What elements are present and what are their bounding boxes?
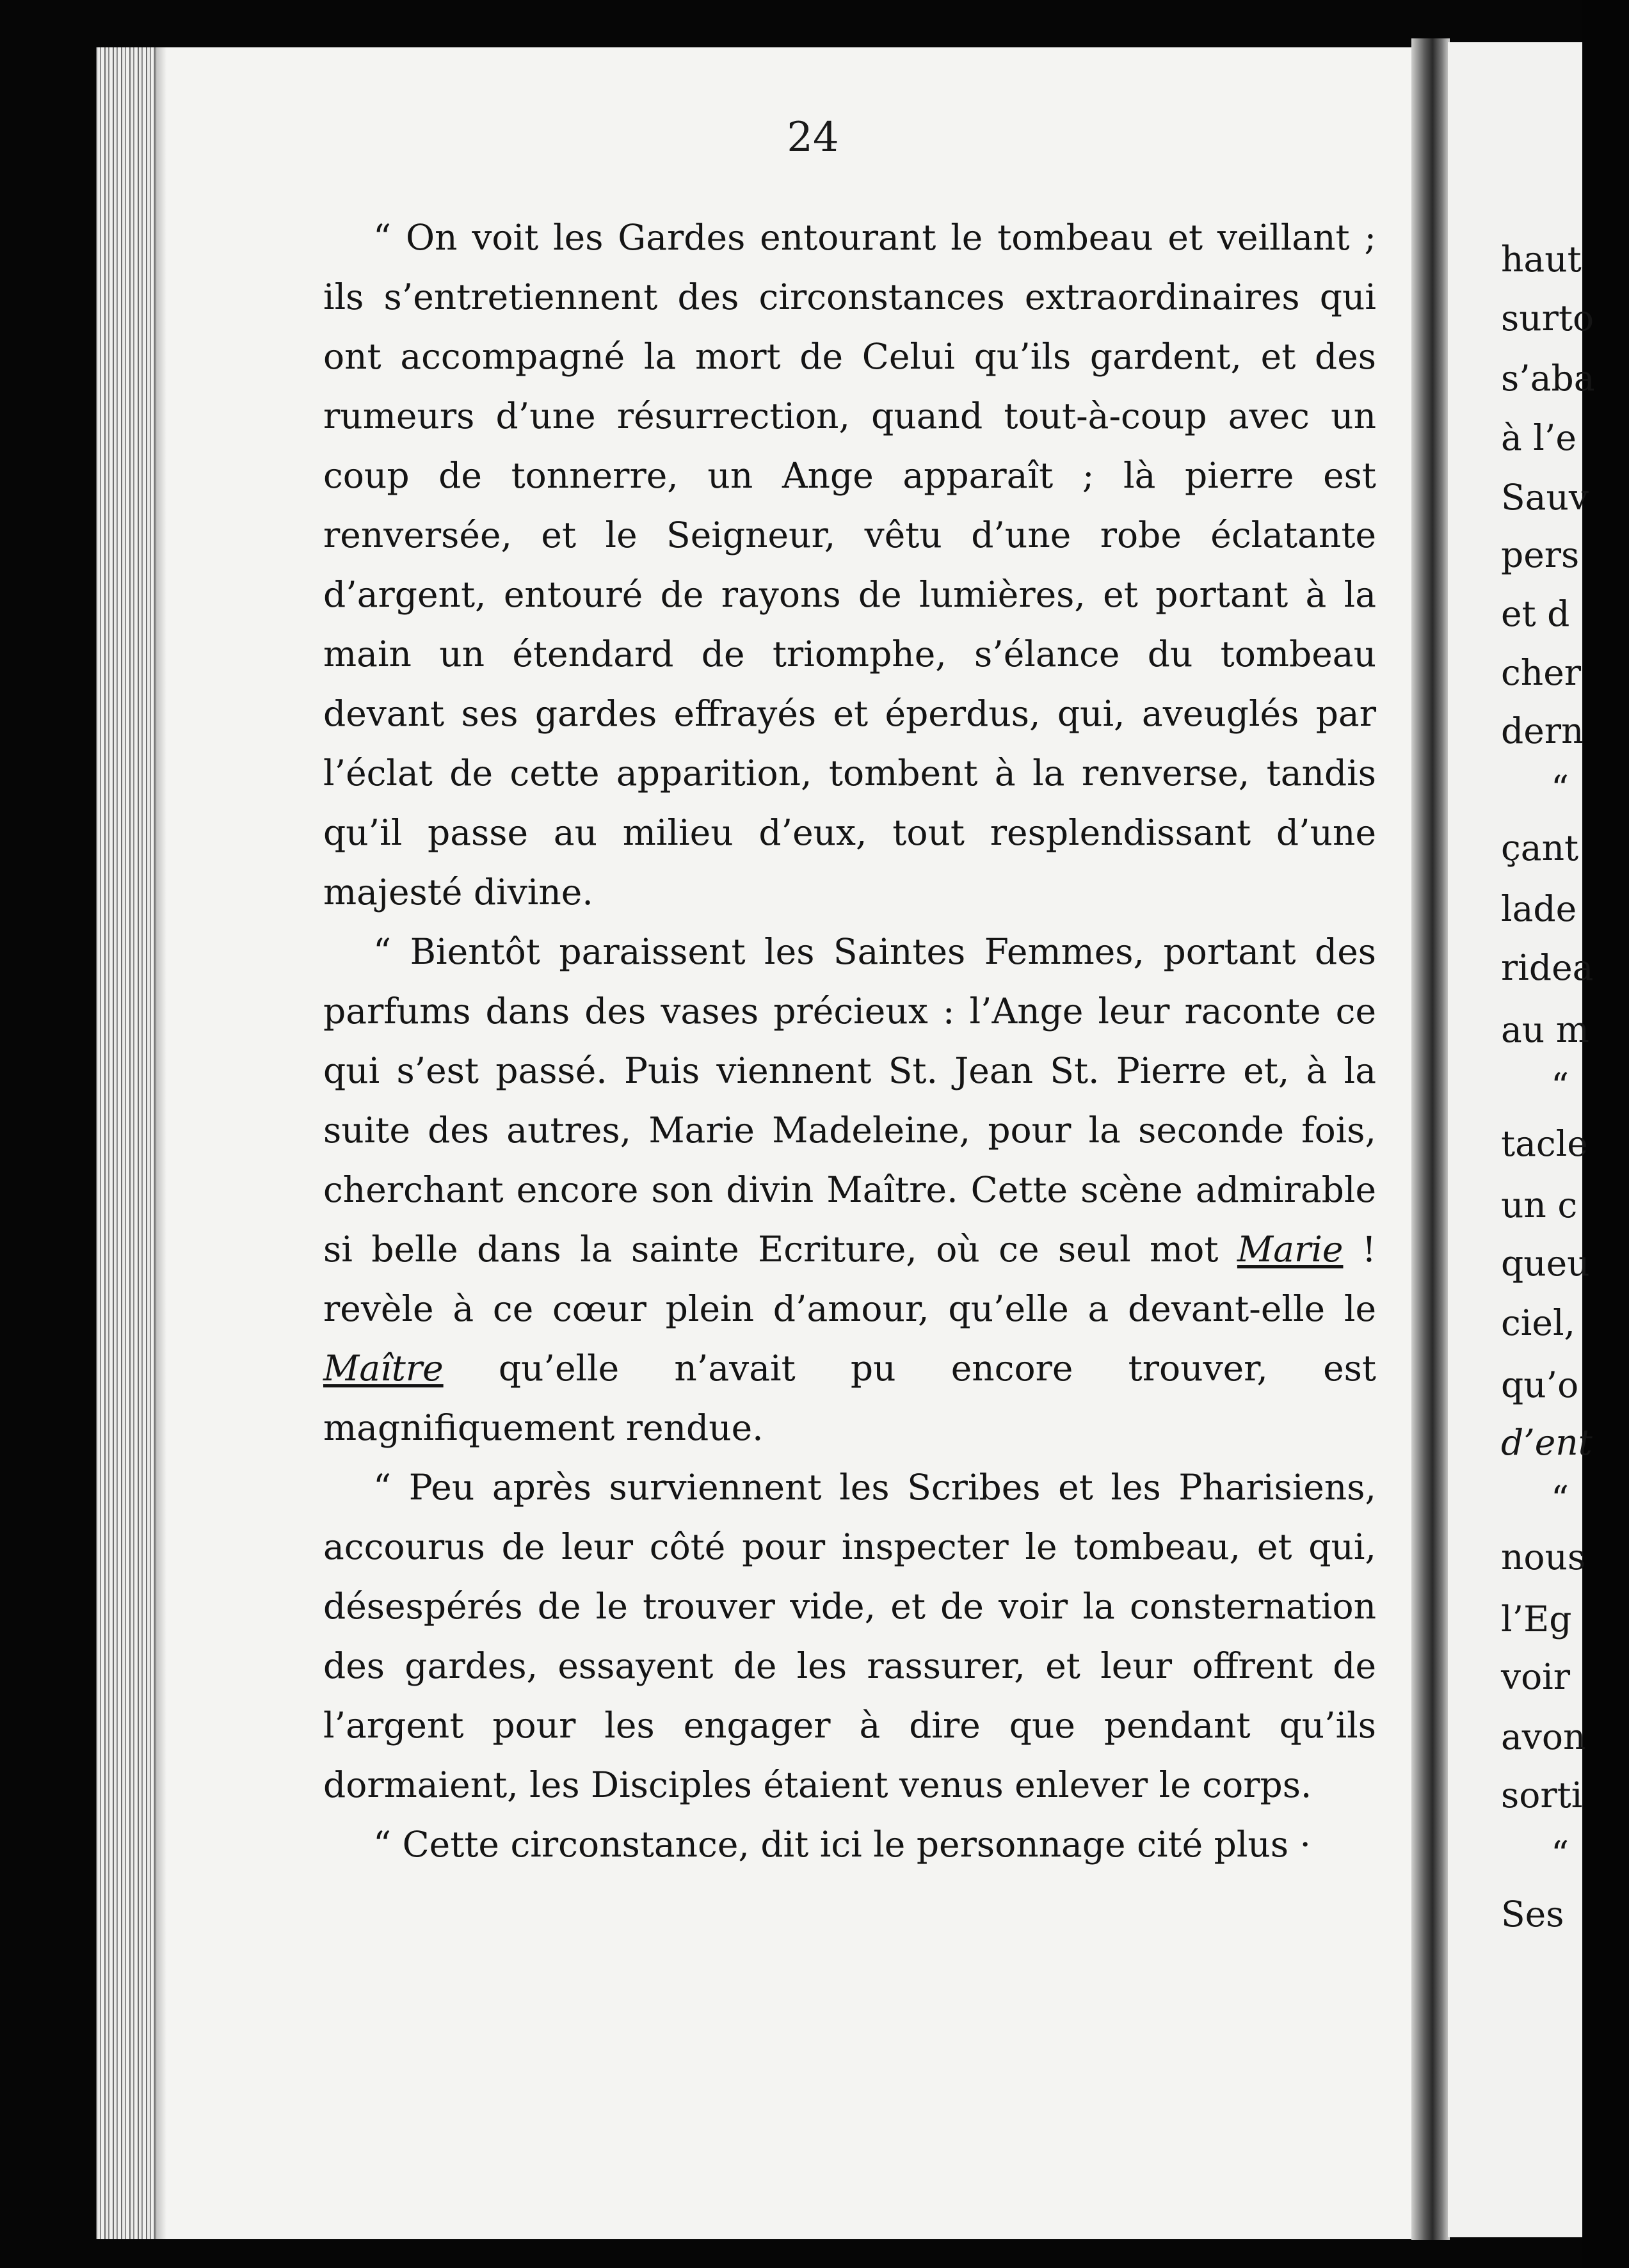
- emphasized-word: Marie: [1237, 1229, 1344, 1270]
- facing-page-line: voir: [1501, 1656, 1571, 1697]
- paragraph-text: ! revèle à ce cœur plein d’amour, qu’elle a devant-elle le: [323, 1229, 1376, 1329]
- facing-page-line: lade: [1501, 888, 1577, 929]
- page-number: 24: [787, 114, 839, 161]
- facing-page-line: d’ent: [1501, 1422, 1593, 1463]
- facing-page-line: Sauv: [1501, 477, 1589, 518]
- facing-page-line: avon: [1501, 1716, 1586, 1757]
- facing-page-line: au m: [1501, 1009, 1589, 1050]
- facing-page-line: tacle: [1501, 1123, 1588, 1164]
- emphasized-word: Maître: [323, 1348, 444, 1389]
- page-edges: [96, 47, 157, 2239]
- facing-page-line: “: [1551, 1833, 1569, 1874]
- facing-page-line: Ses: [1501, 1894, 1564, 1935]
- facing-page-line: l’Eg: [1501, 1599, 1572, 1640]
- facing-page-line: pers: [1501, 534, 1580, 575]
- facing-page-line: “: [1551, 1478, 1569, 1519]
- paragraph-text: qu’elle n’avait pu encore trouver, est magnifiquement rendue.: [323, 1348, 1376, 1448]
- facing-page-line: nous: [1501, 1537, 1586, 1577]
- page-body-text: [323, 208, 1376, 1874]
- facing-page-line: “: [1551, 768, 1569, 809]
- facing-page-line: ciel,: [1501, 1302, 1576, 1343]
- paragraph-text: “ Cette circonstance, dit ici le personnage cité plus ·: [373, 1824, 1312, 1865]
- paragraph: [323, 1458, 1376, 1815]
- book-gutter: [1411, 38, 1450, 2240]
- facing-page-line: cher: [1501, 652, 1582, 693]
- facing-page-line: ridea: [1501, 947, 1594, 988]
- paragraph-text: “ On voit les Gardes entourant le tombeau et veillant ; ils s’entretiennent des circonstances extraordinaires qui ont accompagné la mort de Celui qu’ils gardent, et des rumeurs d’une résurrection, quand tout-à-coup avec un coup de tonnerre, un Ange apparaît ; là pierre est renversée, et le Seigneur, vêtu d’une robe éclatante d’argent, entouré de rayons de lumières, et portant à la main un étendard de triomphe, s’élance du tombeau devant ses gardes effrayés et éperdus, qui, aveuglés par l’éclat de cette apparition, tombent à la renverse, tandis qu’il passe au milieu d’eux, tout resplendissant d’une majesté divine.: [323, 217, 1376, 913]
- paragraph-text: “ Bientôt paraissent les Saintes Femmes, portant des parfums dans des vases précieux : l’Ange leur raconte ce qui s’est passé. Puis viennent St. Jean St. Pierre et, à la suite des autres, Marie Madeleine, pour la seconde fois, cherchant encore son divin Maître. Cette scène admirable si belle dans la sainte Ecriture, où ce seul mot: [323, 931, 1376, 1270]
- paragraph: [323, 208, 1376, 922]
- page-edge-shadow: [154, 47, 166, 2239]
- facing-page-line: et d: [1501, 593, 1570, 634]
- facing-page-line: dern: [1501, 710, 1584, 751]
- facing-page-line: sorti: [1501, 1775, 1583, 1816]
- facing-page-line: s’aba: [1501, 358, 1595, 399]
- facing-page-line: queu: [1501, 1243, 1590, 1284]
- facing-page-line: qu’o: [1501, 1364, 1579, 1405]
- facing-page-line: çant: [1501, 827, 1579, 868]
- facing-page-line: un c: [1501, 1185, 1578, 1226]
- facing-page-line: haut: [1501, 239, 1582, 280]
- paragraph: [323, 922, 1376, 1458]
- facing-page-line: “: [1551, 1066, 1569, 1106]
- facing-page-line: surto: [1501, 298, 1594, 339]
- facing-page-line: à l’e: [1501, 417, 1577, 458]
- paragraph-text: “ Peu après surviennent les Scribes et les Pharisiens, accourus de leur côté pour inspecter le tombeau, et qui, désespérés de le trouver vide, et de voir la consternation des gardes, essayent de les rassurer, et leur offrent de l’argent pour les engager à dire que pendant qu’ils dormaient, les Disciples étaient venus enlever le corps.: [323, 1467, 1376, 1805]
- paragraph: [323, 1815, 1376, 1874]
